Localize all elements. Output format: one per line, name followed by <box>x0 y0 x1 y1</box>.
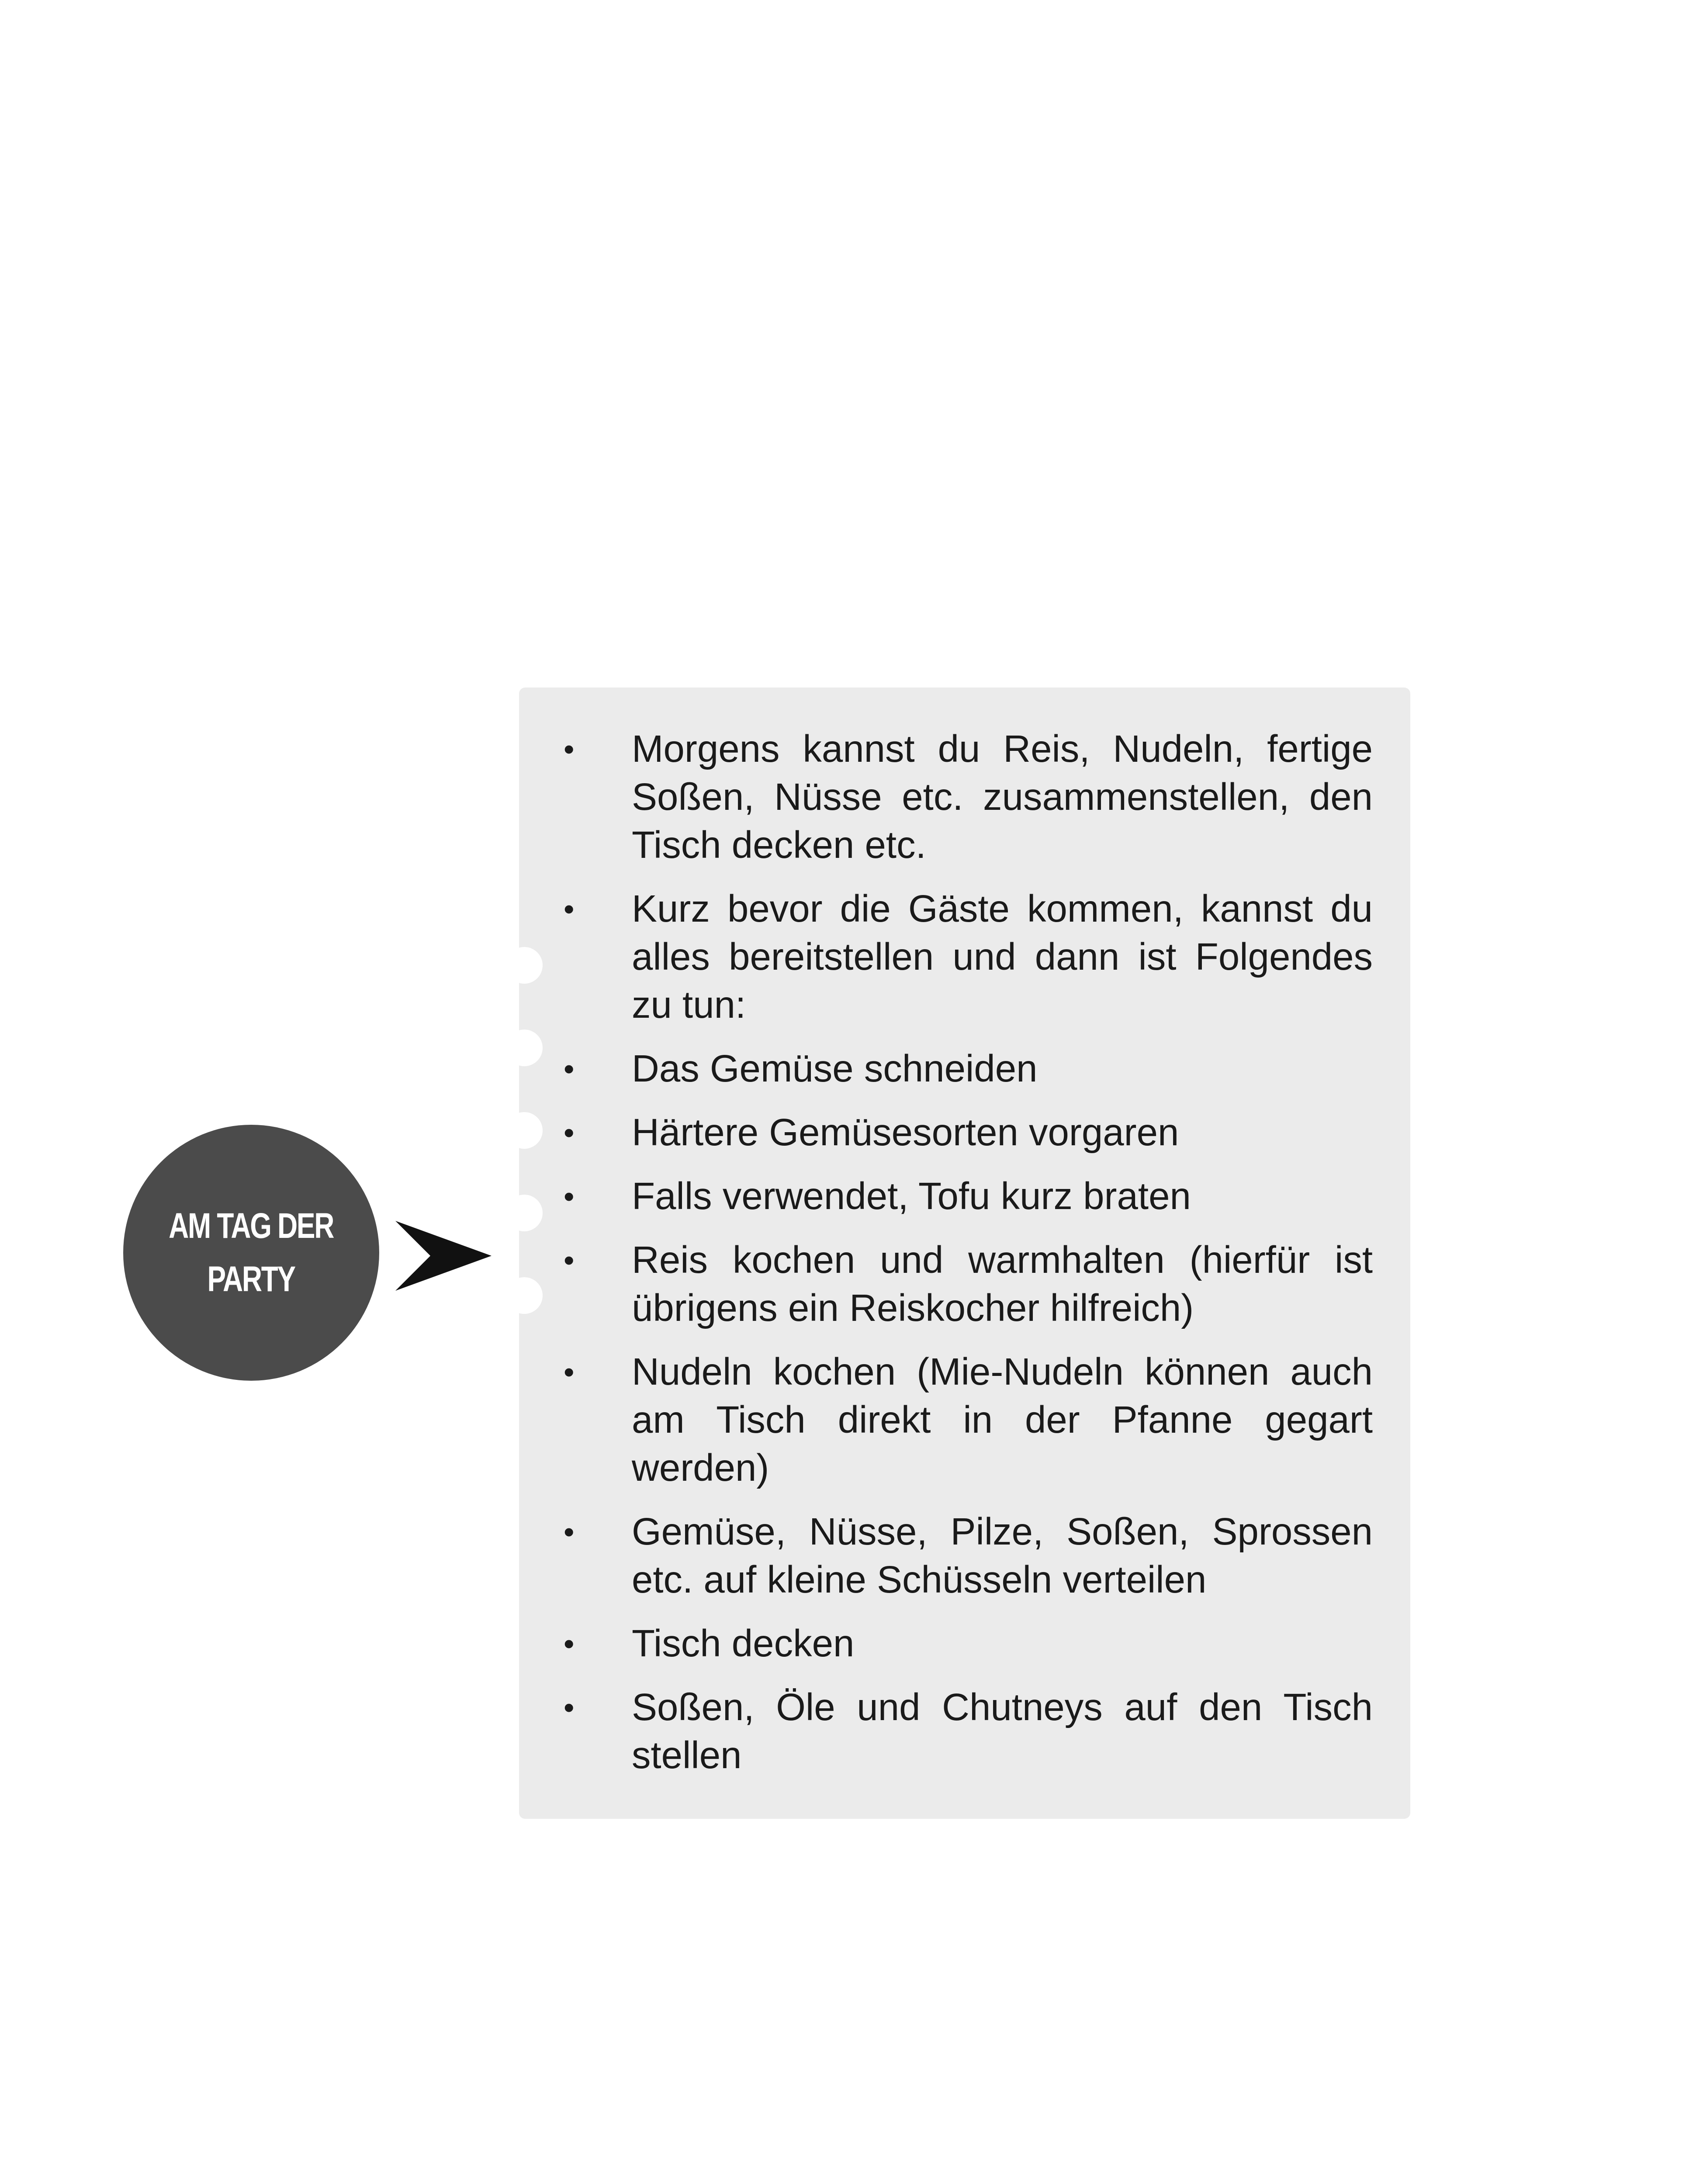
list-item <box>564 1348 1373 1492</box>
list-item-text: Soßen, Öle und Chutneys auf den Tisch stellen <box>632 1686 1373 1776</box>
list-item-text: Nudeln kochen (Mie-Nudeln können auch am Tisch direkt in der Pfanne gegart werden) <box>632 1351 1373 1489</box>
list-item-text: Das Gemüse schneiden <box>632 1047 1038 1090</box>
list-item <box>564 1508 1373 1604</box>
bullet-dot-icon: • <box>564 732 575 766</box>
bullet-dot-icon: • <box>564 892 575 926</box>
bullet-dot-icon: • <box>564 1690 575 1724</box>
section-badge-label: AM TAG DER PARTY <box>169 1206 334 1299</box>
punch-hole <box>506 1195 543 1231</box>
list-item <box>564 725 1373 869</box>
list-item <box>564 1172 1373 1220</box>
punch-hole <box>506 947 543 984</box>
list-item-text: Falls verwendet, Tofu kurz braten <box>632 1175 1191 1217</box>
bullet-dot-icon: • <box>564 1355 575 1389</box>
arrow-right-icon <box>395 1221 492 1291</box>
list-item <box>564 1236 1373 1332</box>
list-item-text: Kurz bevor die Gäste kommen, kannst du alles bereitstellen und dann ist Folgendes zu tun: <box>632 888 1373 1026</box>
list-item-text: Reis kochen und warmhalten (hierfür ist übrigens ein Reiskocher hilfreich) <box>632 1239 1373 1329</box>
bullet-dot-icon: • <box>564 1243 575 1277</box>
todo-list <box>564 725 1373 1795</box>
bullet-dot-icon: • <box>564 1052 575 1086</box>
list-item-text: Gemüse, Nüsse, Pilze, Soßen, Sprossen etc. auf kleine Schüsseln verteilen <box>632 1510 1373 1601</box>
punch-hole <box>506 1030 543 1066</box>
punch-hole <box>506 1277 543 1314</box>
bullet-dot-icon: • <box>564 1515 575 1549</box>
list-item-text: Härtere Gemüsesorten vorgaren <box>632 1111 1179 1154</box>
section-badge <box>123 1125 379 1381</box>
list-item-text: Tisch decken <box>632 1622 855 1665</box>
list-item <box>564 1683 1373 1780</box>
punch-hole <box>506 1112 543 1149</box>
list-item <box>564 1045 1373 1093</box>
bullet-dot-icon: • <box>564 1627 575 1661</box>
list-item <box>564 1109 1373 1157</box>
bullet-dot-icon: • <box>564 1116 575 1150</box>
list-item <box>564 885 1373 1029</box>
bullet-dot-icon: • <box>564 1179 575 1213</box>
list-item-text: Morgens kannst du Reis, Nudeln, fertige Soßen, Nüsse etc. zusammenstellen, den Tisch decken etc. <box>632 728 1373 866</box>
list-item <box>564 1620 1373 1668</box>
